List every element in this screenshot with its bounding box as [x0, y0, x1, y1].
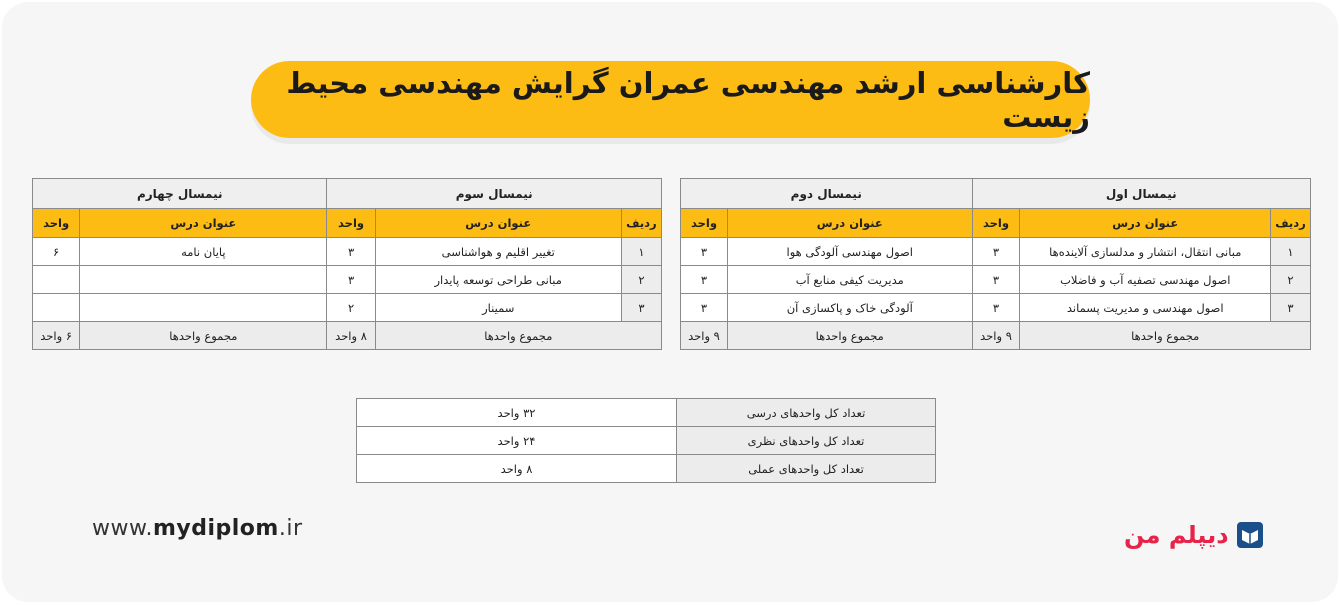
- course-units: ۳: [681, 294, 728, 322]
- row-number: ۳: [1271, 294, 1311, 322]
- table-row: [357, 427, 936, 455]
- book-icon: [1237, 522, 1263, 548]
- sum-value: ۹ واحد: [681, 322, 728, 350]
- sum-row: [681, 322, 1311, 350]
- course-units: ۳: [681, 266, 728, 294]
- sum-label: مجموع واحدها: [1020, 322, 1311, 350]
- course-units: ۳: [327, 238, 375, 266]
- col-course-header: عنوان درس: [727, 209, 972, 238]
- col-units-header: واحد: [33, 209, 80, 238]
- brand-logo: [1124, 518, 1263, 552]
- col-course-header: عنوان درس: [1020, 209, 1271, 238]
- row-number: ۲: [1271, 266, 1311, 294]
- col-row-header: ردیف: [621, 209, 661, 238]
- table-row: [681, 266, 1311, 294]
- col-units-header: واحد: [327, 209, 375, 238]
- col-row-header: ردیف: [1271, 209, 1311, 238]
- semester-4-header: نیمسال چهارم: [33, 179, 327, 209]
- website-url[interactable]: [92, 516, 303, 541]
- table-row: [357, 455, 936, 483]
- page-title: کارشناسی ارشد مهندسی عمران گرایش مهندسی محیط زیست: [286, 65, 1090, 134]
- total-value: ۲۴ واحد: [357, 427, 677, 455]
- sum-row: [33, 322, 662, 350]
- total-label: تعداد کل واحدهای درسی: [677, 399, 936, 427]
- course-title: [80, 294, 327, 322]
- table-row: [33, 266, 662, 294]
- semester-2-header: نیمسال دوم: [681, 179, 973, 209]
- course-units: ۳: [327, 266, 375, 294]
- course-title: اصول مهندسی آلودگی هوا: [727, 238, 972, 266]
- col-units-header: واحد: [681, 209, 728, 238]
- sum-label: مجموع واحدها: [375, 322, 661, 350]
- totals-table: [356, 398, 936, 483]
- course-units: ۳: [972, 294, 1020, 322]
- table-row: [357, 399, 936, 427]
- semesters-1-2-table: [680, 178, 1311, 350]
- total-label: تعداد کل واحدهای عملی: [677, 455, 936, 483]
- sum-value: ۹ واحد: [972, 322, 1020, 350]
- course-title: تغییر اقلیم و هواشناسی: [375, 238, 621, 266]
- course-title: سمینار: [375, 294, 621, 322]
- row-number: ۱: [621, 238, 661, 266]
- logo-text: دیپلم من: [1124, 521, 1229, 549]
- course-units: ۶: [33, 238, 80, 266]
- course-units: ۳: [972, 266, 1020, 294]
- page-title-banner: [251, 61, 1090, 138]
- semester-3-header: نیمسال سوم: [327, 179, 662, 209]
- sum-value: ۸ واحد: [327, 322, 375, 350]
- course-title: آلودگی خاک و پاکسازی آن: [727, 294, 972, 322]
- col-course-header: عنوان درس: [80, 209, 327, 238]
- semesters-3-4-table: [32, 178, 662, 350]
- col-course-header: عنوان درس: [375, 209, 621, 238]
- row-number: ۳: [621, 294, 661, 322]
- sum-value: ۶ واحد: [33, 322, 80, 350]
- semester-1-header: نیمسال اول: [972, 179, 1310, 209]
- course-title: اصول مهندسی تصفیه آب و فاضلاب: [1020, 266, 1271, 294]
- col-units-header: واحد: [972, 209, 1020, 238]
- table-row: [681, 238, 1311, 266]
- sum-label: مجموع واحدها: [80, 322, 327, 350]
- row-number: ۱: [1271, 238, 1311, 266]
- total-value: ۳۲ واحد: [357, 399, 677, 427]
- course-units: ۳: [972, 238, 1020, 266]
- table-row: [33, 238, 662, 266]
- website-name: mydiplom: [152, 516, 279, 541]
- row-number: ۲: [621, 266, 661, 294]
- course-title: اصول مهندسی و مدیریت پسماند: [1020, 294, 1271, 322]
- table-row: [33, 294, 662, 322]
- total-label: تعداد کل واحدهای نظری: [677, 427, 936, 455]
- total-value: ۸ واحد: [357, 455, 677, 483]
- course-title: مبانی طراحی توسعه پایدار: [375, 266, 621, 294]
- website-prefix: www.: [92, 516, 153, 541]
- course-units: [33, 266, 80, 294]
- sum-label: مجموع واحدها: [727, 322, 972, 350]
- course-title: مبانی انتقال، انتشار و مدلسازی آلاینده‌ها: [1020, 238, 1271, 266]
- course-units: [33, 294, 80, 322]
- course-title: مدیریت کیفی منابع آب: [727, 266, 972, 294]
- website-suffix: .ir: [278, 516, 303, 541]
- course-units: ۳: [681, 238, 728, 266]
- course-title: پایان نامه: [80, 238, 327, 266]
- table-row: [681, 294, 1311, 322]
- course-title: [80, 266, 327, 294]
- course-units: ۲: [327, 294, 375, 322]
